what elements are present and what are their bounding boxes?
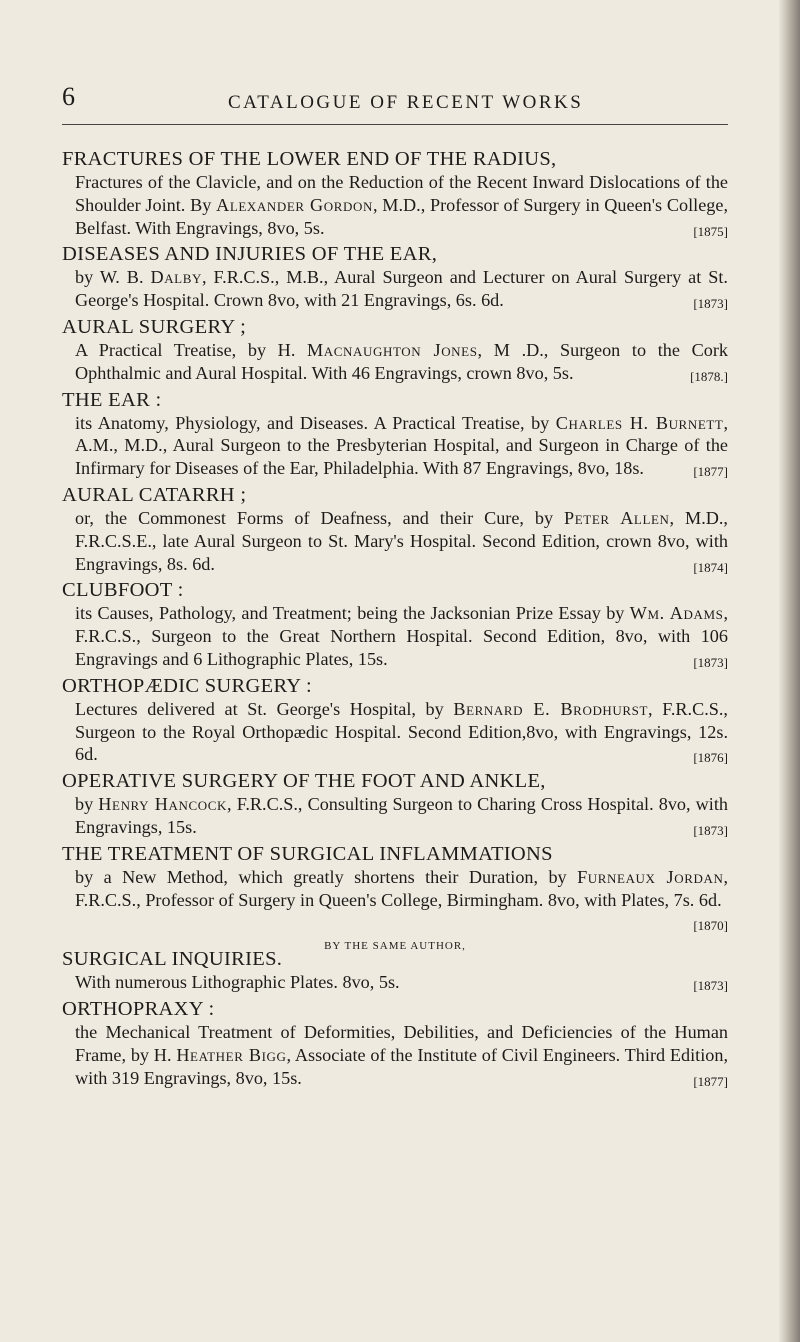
entry-description	[62, 971, 728, 994]
running-title: CATALOGUE OF RECENT WORKS	[228, 92, 584, 113]
entry-text: , Associate of the Institute of Civil Engineers. Third Edition, with 319 Engravings, 8vo, 15s.	[75, 1044, 728, 1088]
by-same-author-note: BY THE SAME AUTHOR,	[324, 940, 466, 953]
entry-text: , F.R.C.S., Professor of Surgery in Queen's College, Birmingham. 8vo, with Plates, 7s. 6d.	[75, 866, 728, 910]
entry-description	[62, 507, 728, 575]
entry-title: DISEASES AND INJURIES OF THE EAR,	[62, 243, 438, 266]
entry-author: Peter Allen	[564, 507, 670, 528]
entry-description	[62, 266, 728, 312]
entry-year: [1875]	[693, 223, 728, 239]
entry-text: With numerous Lithographic Plates. 8vo, 5s.	[75, 972, 400, 993]
entry-author: Henry Hancock	[98, 794, 228, 815]
entry-description	[62, 339, 728, 385]
entry-text: the Mechanical Treatment of Deformities, Debilities, and Deficiencies of the Human Frame, by H.	[75, 1021, 728, 1065]
entry-text: , M .D., Surgeon to the Cork Ophthalmic and Aural Hospital. With 46 Engravings, crown 8vo, 5s.	[75, 339, 728, 383]
catalogue-entries	[62, 148, 728, 1093]
entry-text: by	[75, 794, 99, 815]
entry-text: Lectures delivered at St. George's Hospital, by	[75, 698, 454, 719]
book-spine-shadow	[778, 0, 800, 1342]
entry-text: or, the Commonest Forms of Deafness, and their Cure, by	[75, 507, 565, 528]
entry-title: AURAL CATARRH ;	[62, 483, 247, 506]
entry-author: Macnaughton Jones	[307, 339, 478, 360]
header-rule	[62, 124, 728, 125]
catalogue-entry	[62, 998, 728, 1093]
entry-description	[62, 602, 728, 670]
entry-description	[62, 793, 728, 839]
entry-year: [1878.]	[690, 368, 728, 384]
entry-description	[62, 171, 728, 239]
entry-description	[62, 412, 728, 480]
entry-year: [1876]	[693, 750, 728, 766]
entry-text: A Practical Treatise, by H.	[75, 339, 308, 360]
entry-text: , F.R.C.S., Surgeon to the Royal Orthopædic Hospital. Second Edition,8vo, with Engravings, 12s. 6d.	[75, 698, 728, 765]
entry-text: Fractures of the Clavicle, and on the Reduction of the Recent Inward Dislocations of the Shoulder Joint. By	[75, 172, 728, 215]
entry-year: [1873]	[693, 654, 728, 670]
entry-text: its Anatomy, Physiology, and Diseases. A Practical Treatise, by	[75, 412, 556, 433]
entry-year: [1873]	[693, 822, 728, 838]
entry-author: Charles H. Burnett	[555, 412, 724, 433]
entry-title: THE TREATMENT OF SURGICAL INFLAMMATIONS	[62, 842, 553, 865]
entry-title: FRACTURES OF THE LOWER END OF THE RADIUS,	[62, 148, 557, 170]
entry-year: [1870]	[693, 918, 728, 934]
entry-title: OPERATIVE SURGERY OF THE FOOT AND ANKLE,	[62, 770, 546, 793]
entry-author: Alexander Gordon	[216, 194, 373, 215]
entry-text: , F.R.C.S., Surgeon to the Great Northern Hospital. Second Edition, 8vo, with 106 Engravings and 6 Lithographic Plates, 15s.	[75, 603, 728, 669]
entry-year: [1873]	[693, 296, 728, 312]
catalogue-entry	[62, 243, 728, 316]
catalogue-entry	[62, 940, 728, 998]
entry-year: [1874]	[693, 559, 728, 575]
catalogue-entry	[62, 579, 728, 674]
entry-text: , M.D., F.R.C.S.E., late Aural Surgeon to St. Mary's Hospital. Second Edition, crown 8vo, with Engravings, 8s. 6d.	[75, 507, 728, 574]
catalogue-entry	[62, 389, 728, 484]
entry-text: , M.D., Professor of Surgery in Queen's College, Belfast. With Engravings, 8vo, 5s.	[75, 194, 728, 238]
entry-text: , A.M., M.D., Aural Surgeon to the Presbyterian Hospital, and Surgeon in Charge of the Infirmary for Diseases of the Ear, Philadelphia. With 87 Engravings, 8vo, 18s.	[75, 412, 728, 479]
entry-author: Furneaux Jordan	[577, 866, 724, 887]
entry-author: Wm. Adams	[629, 603, 724, 624]
entry-title: ORTHOPÆDIC SURGERY :	[62, 674, 313, 697]
entry-title: ORTHOPRAXY :	[62, 997, 215, 1020]
entry-author: Bernard E. Brodhurst	[453, 698, 649, 719]
entry-description	[62, 1021, 728, 1089]
entry-year: [1873]	[693, 978, 728, 994]
entry-text: by a New Method, which greatly shortens their Duration, by	[75, 866, 578, 887]
entry-text: its Causes, Pathology, and Treatment; being the Jacksonian Prize Essay by	[75, 603, 630, 624]
entry-text: , F.R.C.S., M.B., Aural Surgeon and Lecturer on Aural Surgery at St. George's Hospital. Crown 8vo, with 21 Engravings, 6s. 6d.	[75, 267, 728, 311]
entry-year: [1877]	[693, 1073, 728, 1089]
catalogue-entry	[62, 843, 728, 938]
entry-author: Heather Bigg	[176, 1044, 287, 1065]
entry-description	[62, 698, 728, 766]
entry-title: THE EAR :	[62, 388, 162, 411]
page-number: 6	[62, 82, 75, 111]
catalogue-entry	[62, 675, 728, 770]
catalogue-entry	[62, 148, 728, 243]
catalogue-entry	[62, 770, 728, 843]
entry-title: AURAL SURGERY ;	[62, 315, 247, 338]
entry-title: CLUBFOOT :	[62, 579, 184, 602]
entry-text: by W. B.	[75, 267, 151, 288]
catalogue-entry	[62, 316, 728, 389]
entry-text: , F.R.C.S., Consulting Surgeon to Charing Cross Hospital. 8vo, with Engravings, 15s.	[75, 794, 728, 837]
entry-title: SURGICAL INQUIRIES.	[62, 948, 283, 971]
entry-year: [1877]	[693, 464, 728, 480]
entry-author: Dalby	[150, 267, 202, 288]
entry-description	[62, 866, 728, 934]
catalogue-entry	[62, 484, 728, 579]
